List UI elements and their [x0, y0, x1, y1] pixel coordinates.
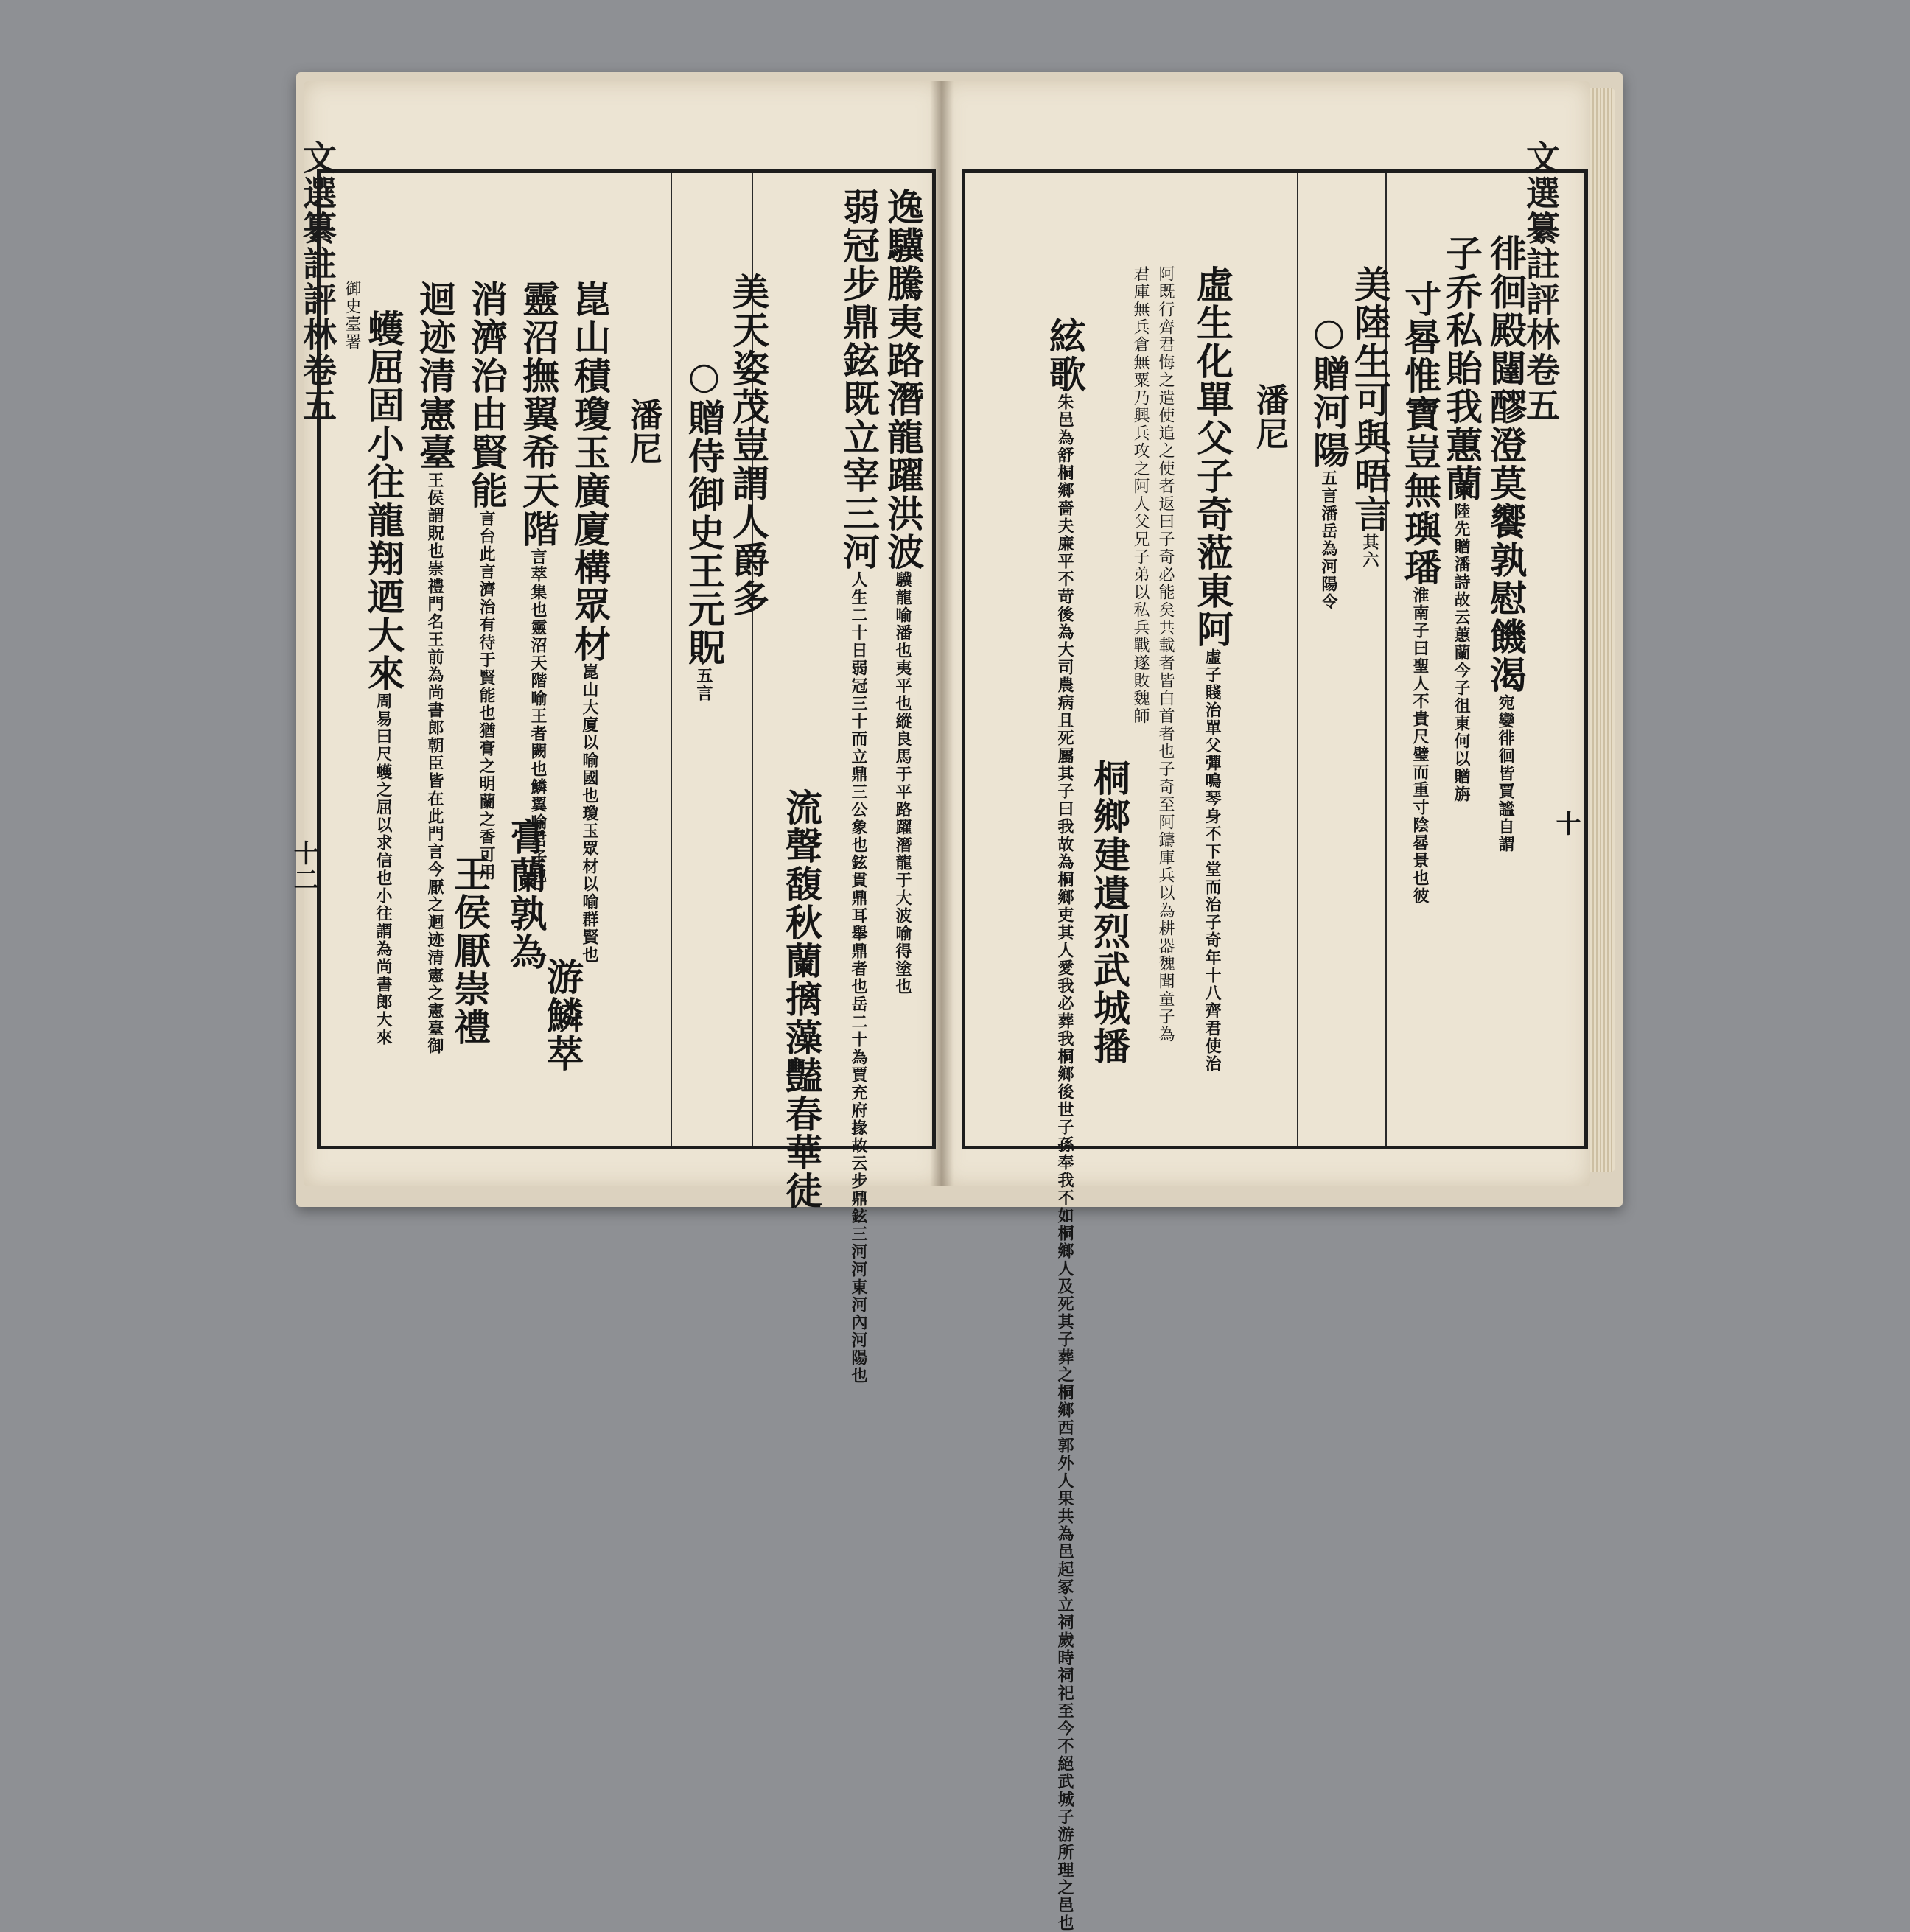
left-col-12: 王侯厭崇禮 [448, 855, 492, 1046]
column-rule [1297, 173, 1298, 1146]
left-col-11: 消濟治由賢能言台此言濟治有待于賢能也猶膏之明蘭之香可用 [465, 280, 508, 881]
right-col-1: 徘徊殿闥醪澄莫饗孰慰饑渴宛孌徘徊皆賈謐自謂 [1484, 234, 1528, 853]
right-col-9-commentary: 君庫無兵倉無粟乃興兵攻之阿人父兄子弟以私兵戰遂敗魏師 [1131, 265, 1150, 725]
left-author-name: 潘尼 [624, 398, 662, 466]
left-col-3: 流聲馥秋蘭摛藻豔春華徒 [780, 788, 823, 1210]
left-col-10: 膏蘭孰為 [504, 818, 548, 971]
right-col-8-commentary: 阿既行齊君悔之遣使追之使者返曰子奇必能矣共載者皆白首者也子奇至阿鑄庫兵以為耕器魏聞童子為 [1156, 265, 1175, 1043]
right-col-5-heading: ○贈河陽五言潘岳為河陽令 [1307, 309, 1351, 611]
left-col-2: 弱冠步鼎鉉既立宰三河人生二十日弱冠三十而立鼎三公象也鉉貫鼎耳舉鼎者也岳二十為賈充府掾故云步鼎鉉三河河東河內河陽也 [837, 188, 881, 1385]
right-col-3: 寸晷惟寶豈無璵璠淮南子曰聖人不貴尺璧而重寸陰晷景也彼 [1399, 280, 1442, 905]
left-col-9: 靈沼撫翼希天階言萃集也靈沼天階喻王者闕也鱗翼喻君子也 [517, 280, 560, 884]
right-author-name: 潘尼 [1250, 383, 1288, 451]
right-col-2: 子乔私貽我蕙蘭陸先贈潘詩故云蕙蘭今子徂東何以贈旃 [1440, 234, 1483, 803]
left-col-5-heading: ○贈侍御史王元貺五言 [682, 354, 726, 702]
column-rule [671, 173, 672, 1146]
left-page-running-title: 文選纂註評林卷五 [298, 140, 337, 423]
left-folio-number: 十二 [289, 840, 318, 893]
right-col-10: 桐鄉建遺烈武城播 [1088, 759, 1131, 1065]
left-col-4: 美天姿茂豈謂人爵多 [727, 273, 770, 617]
left-col-14: 蠖屈固小往龍翔迺大來周易曰尺蠖之屈以求信也小往謂為尚書郎大來 [362, 309, 405, 1046]
page-edges [1590, 88, 1615, 1172]
left-col-8: 游鱗萃 [541, 958, 584, 1073]
left-col-7: 崑山積瓊玉廣廈構眾材崑山大廈以喻國也瓊玉眾材以喻群賢也 [568, 280, 612, 964]
left-col-1: 逸驥騰夷路潛龍躍洪波驥龍喻潘也夷平也縱良馬于平路躍潛龍于大波喻得塗也 [881, 188, 925, 995]
right-folio-number: 十 [1551, 811, 1581, 837]
right-col-7: 虛生化單父子奇蒞東阿虛子賤治單父彈鳴琴身不下堂而治子奇年十八齊君使治 [1191, 265, 1234, 1073]
left-col-13: 迴迹清憲臺王侯謂貺也崇禮門名王前為尚書郎朝臣皆在此門言今厭之迴迹清憲之憲臺御 [413, 280, 457, 1055]
left-col-tail-note: 御史臺署 [343, 280, 361, 351]
right-page-running-title: 文選纂註評林卷五 [1521, 140, 1561, 423]
right-col-4: 美陸生可與晤言其六 [1348, 265, 1392, 569]
right-col-11: 絃歌朱邑為舒桐鄉嗇夫廉平不苛後為大司農病且死屬其子曰我故為桐鄉吏其人愛我必葬我桐鄉後世子孫奉我不如桐鄉人及死其子葬之桐鄉西郭外人果共為邑起冢立祠歲時祠祀至今不絕武城子游所理之邑也 [1043, 317, 1087, 1932]
